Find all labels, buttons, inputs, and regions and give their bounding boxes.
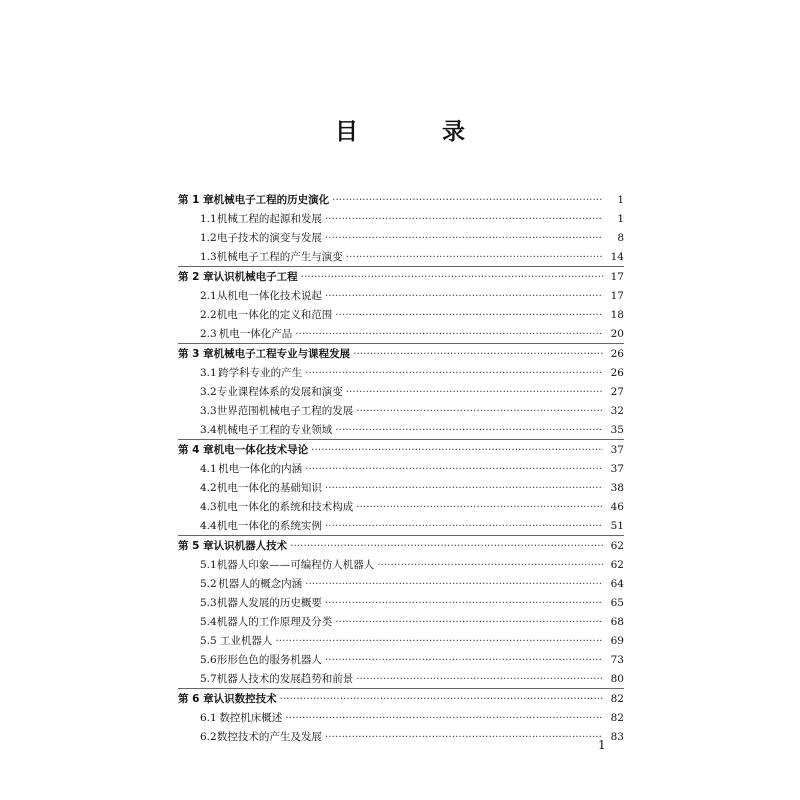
toc-page-number: 64 (610, 577, 624, 590)
toc-page-number: 27 (610, 385, 624, 398)
dot-leader (301, 271, 603, 283)
toc-entry-number: 3.2 (200, 385, 217, 398)
toc-section-row (178, 612, 624, 631)
toc-page-number: 51 (610, 519, 624, 532)
dot-leader (332, 194, 603, 206)
toc-entry-number: 2.3 (200, 327, 217, 340)
dot-leader (290, 540, 603, 552)
dot-leader (335, 309, 603, 321)
dot-leader (285, 712, 603, 724)
toc-page-number: 1 (617, 212, 624, 225)
dot-leader (295, 328, 603, 340)
toc-page-number: 82 (610, 711, 624, 724)
toc-page-number: 14 (610, 250, 624, 263)
toc-entry-title: 工业机器人 (219, 635, 273, 647)
toc-section-row (178, 420, 624, 439)
toc-page-number: 26 (610, 347, 624, 360)
toc-page-number: 80 (610, 672, 624, 685)
toc-entry-title: 数控技术的产生及发展 (216, 731, 322, 743)
toc-section-row (178, 478, 624, 497)
toc-page-number: 62 (610, 539, 624, 552)
toc-page-number: 32 (610, 404, 624, 417)
toc-chapter-row (178, 439, 624, 459)
toc-entry-number: 6.1 (200, 711, 217, 724)
toc-section-row (178, 631, 624, 650)
dot-leader (325, 290, 603, 302)
toc-section-row (178, 363, 624, 382)
page-number: 1 (598, 738, 606, 752)
toc-entry-number: 6.2 (200, 730, 217, 743)
toc-page-number: 35 (610, 423, 624, 436)
toc-section-row (178, 574, 624, 593)
toc-section-row (178, 324, 624, 343)
dot-leader (311, 444, 603, 456)
toc-entry-title: 机电一体化的内涵 (218, 463, 303, 475)
toc-entry-number: 5.5 (200, 634, 217, 647)
toc-section-row (178, 209, 624, 228)
toc-page-number: 8 (617, 231, 624, 244)
toc-entry-title: 机器人的工作原理及分类 (216, 616, 333, 628)
toc-entry-number: 5.2 (200, 577, 217, 590)
toc-page-number: 17 (610, 289, 624, 302)
dot-leader (335, 424, 603, 436)
toc-page-number: 65 (610, 596, 624, 609)
dot-leader (305, 578, 603, 590)
toc-page-number: 73 (610, 653, 624, 666)
dot-leader (280, 693, 603, 705)
toc-entry-title: 机器人的概念内涵 (218, 578, 303, 590)
toc-page-number: 62 (610, 558, 624, 571)
toc-entry-number: 5.4 (200, 615, 217, 628)
toc-page-number: 1 (617, 193, 624, 206)
toc-page-number: 37 (610, 443, 624, 456)
dot-leader (356, 501, 603, 513)
toc-entry-number: 4.3 (200, 500, 217, 513)
toc-entry-title: 机械电子工程专业与课程发展 (213, 348, 351, 360)
toc-page-number: 38 (610, 481, 624, 494)
toc-page-number: 46 (610, 500, 624, 513)
dot-leader (346, 386, 603, 398)
dot-leader (325, 482, 603, 494)
toc-entry-title: 机械工程的起源和发展 (216, 213, 322, 225)
toc-entry-title: 机械电子工程的专业领域 (216, 424, 333, 436)
toc-entry-title: 从机电一体化技术说起 (216, 290, 322, 302)
toc-chapter-row (178, 266, 624, 286)
toc-entry-number: 5.3 (200, 596, 217, 609)
toc-section-row (178, 305, 624, 324)
toc-section-row (178, 669, 624, 688)
toc-entry-number: 2.1 (200, 289, 217, 302)
toc-section-row (178, 286, 624, 305)
toc-entry-title: 电子技术的演变与发展 (216, 232, 322, 244)
toc-entry-title: 数控机床概述 (219, 712, 283, 724)
toc-chapter-row (178, 343, 624, 363)
toc-section-row (178, 228, 624, 247)
toc-chapter-row (178, 535, 624, 555)
toc-page-number: 20 (610, 327, 624, 340)
toc-entry-title: 机械电子工程的历史演化 (213, 194, 330, 206)
toc-entry-title: 世界范围机械电子工程的发展 (216, 405, 354, 417)
dot-leader (325, 654, 603, 666)
toc-page-number: 69 (610, 634, 624, 647)
toc-entry-title: 形形色色的服务机器人 (216, 654, 322, 666)
toc-entry-title: 认识机器人技术 (213, 540, 288, 552)
dot-leader (305, 463, 603, 475)
toc-section-row (178, 382, 624, 401)
toc-page-number: 17 (610, 270, 624, 283)
toc-page-number: 18 (610, 308, 624, 321)
toc-entry-number: 第 2 章 (178, 271, 214, 283)
toc-entry-number: 第 6 章 (178, 693, 214, 705)
toc-section-row (178, 593, 624, 612)
toc-entry-title: 机电一体化产品 (218, 328, 293, 340)
table-of-contents (178, 190, 624, 746)
toc-entry-number: 第 5 章 (178, 540, 214, 552)
toc-entry-title: 认识机械电子工程 (213, 271, 298, 283)
toc-section-row (178, 555, 624, 574)
toc-entry-title: 专业课程体系的发展和演变 (216, 386, 343, 398)
dot-leader (325, 731, 603, 743)
toc-section-row (178, 459, 624, 478)
dot-leader (325, 213, 603, 225)
toc-entry-title: 机电一体化的系统和技术构成 (216, 501, 354, 513)
toc-entry-number: 4.4 (200, 519, 217, 532)
dot-leader (325, 232, 603, 244)
toc-chapter-row (178, 688, 624, 708)
toc-entry-number: 第 4 章 (178, 444, 214, 456)
dot-leader (305, 367, 603, 379)
toc-section-row (178, 650, 624, 669)
toc-entry-number: 3.3 (200, 404, 217, 417)
dot-leader (356, 673, 603, 685)
dot-leader (325, 520, 603, 532)
toc-entry-number: 1.3 (200, 250, 217, 263)
toc-entry-title: 机械电子工程的产生与演变 (216, 251, 343, 263)
toc-entry-title: 机器人发展的历史概要 (216, 597, 322, 609)
toc-entry-number: 2.2 (200, 308, 217, 321)
toc-page-number: 26 (610, 366, 624, 379)
dot-leader (275, 635, 603, 647)
toc-entry-number: 3.4 (200, 423, 217, 436)
toc-page-number: 37 (610, 462, 624, 475)
dot-leader (325, 597, 603, 609)
toc-entry-title: 机电一体化技术导论 (213, 444, 309, 456)
toc-entry-title: 跨学科专业的产生 (218, 367, 303, 379)
toc-entry-number: 1.1 (200, 212, 217, 225)
toc-entry-title: 机器人技术的发展趋势和前景 (216, 673, 354, 685)
dot-leader (377, 559, 603, 571)
toc-entry-number: 4.1 (200, 462, 217, 475)
page-title: 目 录 (334, 119, 503, 145)
toc-section-row (178, 708, 624, 727)
toc-section-row (178, 727, 624, 746)
toc-entry-number: 4.2 (200, 481, 217, 494)
toc-section-row (178, 401, 624, 420)
toc-entry-number: 3.1 (200, 366, 217, 379)
toc-page-number: 68 (610, 615, 624, 628)
toc-page-number: 83 (610, 730, 624, 743)
dot-leader (353, 348, 603, 360)
toc-entry-title: 机电一体化的系统实例 (216, 520, 322, 532)
toc-entry-number: 5.7 (200, 672, 217, 685)
dot-leader (335, 616, 603, 628)
toc-entry-title: 认识数控技术 (213, 693, 277, 705)
toc-section-row (178, 247, 624, 266)
toc-entry-title: 机电一体化的定义和范围 (216, 309, 333, 321)
toc-entry-title: 机器人印象——可编程仿人机器人 (216, 559, 375, 571)
toc-entry-title: 机电一体化的基础知识 (216, 482, 322, 494)
toc-entry-number: 5.6 (200, 653, 217, 666)
toc-page-number: 82 (610, 692, 624, 705)
toc-section-row (178, 516, 624, 535)
toc-section-row (178, 497, 624, 516)
toc-entry-number: 1.2 (200, 231, 217, 244)
toc-entry-number: 5.1 (200, 558, 217, 571)
toc-entry-number: 第 1 章 (178, 194, 214, 206)
dot-leader (356, 405, 603, 417)
toc-entry-number: 第 3 章 (178, 348, 214, 360)
dot-leader (346, 251, 603, 263)
toc-chapter-row (178, 190, 624, 209)
